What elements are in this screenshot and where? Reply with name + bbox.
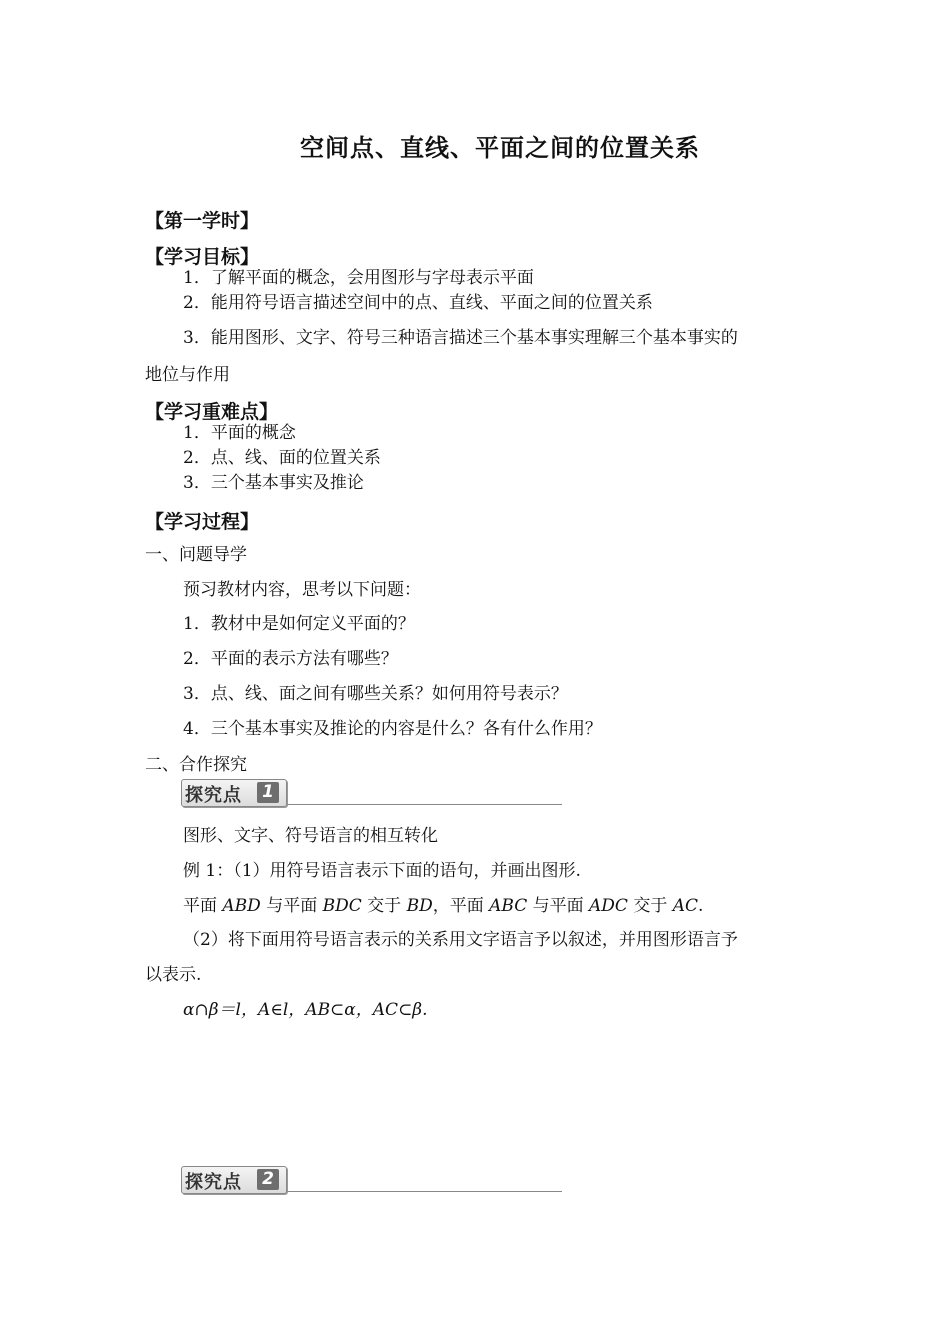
key-point-item: 3．三个基本事实及推论 xyxy=(183,473,364,493)
part1-intro: 预习教材内容，思考以下问题： xyxy=(183,580,421,600)
objective-item: 3．能用图形、文字、符号三种语言描述三个基本事实理解三个基本事实的 xyxy=(183,328,738,348)
objective-item: 1．了解平面的概念，会用图形与字母表示平面 xyxy=(183,268,534,288)
question-item: 1．教材中是如何定义平面的？ xyxy=(183,614,415,634)
page-title: 空间点、直线、平面之间的位置关系 xyxy=(300,133,700,162)
question-item: 2．平面的表示方法有哪些？ xyxy=(183,649,398,669)
explore-point-label: 探究点 xyxy=(185,1172,242,1193)
explore-point-number: 1 xyxy=(257,782,279,803)
question-item: 4．三个基本事实及推论的内容是什么？各有什么作用？ xyxy=(183,719,602,739)
example-1-line1: 例 1：（1）用符号语言表示下面的语句，并画出图形. xyxy=(183,861,581,881)
key-points-heading: 【学习重难点】 xyxy=(145,401,279,423)
part1-title: 一、问题导学 xyxy=(145,545,247,565)
session-heading: 【第一学时】 xyxy=(145,210,260,232)
explore-point-2-badge xyxy=(181,1166,287,1194)
question-item: 3．点、线、面之间有哪些关系？如何用符号表示？ xyxy=(183,684,568,704)
process-heading: 【学习过程】 xyxy=(145,511,260,533)
explore-point-2-rule xyxy=(287,1191,562,1192)
explore-point-label: 探究点 xyxy=(185,785,242,806)
part2-title: 二、合作探究 xyxy=(145,755,247,775)
explore-point-1-badge xyxy=(181,779,287,807)
example-1-sentence: 平面 ABD 与平面 BDC 交于 BD，平面 ABC 与平面 ADC 交于 AC. xyxy=(183,896,704,916)
objective-item: 2．能用符号语言描述空间中的点、直线、平面之间的位置关系 xyxy=(183,293,653,313)
objectives-heading: 【学习目标】 xyxy=(145,246,260,268)
example-1-line3: （2）将下面用符号语言表示的关系用文字语言予以叙述，并用图形语言予 xyxy=(183,930,738,950)
explore-topic: 图形、文字、符号语言的相互转化 xyxy=(183,826,438,846)
explore-point-number: 2 xyxy=(257,1169,279,1190)
example-1-formula: α∩β＝l，A∈l，AB⊂α，AC⊂β. xyxy=(183,1000,428,1020)
explore-point-1-rule xyxy=(287,804,562,805)
key-point-item: 2．点、线、面的位置关系 xyxy=(183,448,381,468)
objective-item-continuation: 地位与作用 xyxy=(145,365,230,385)
key-point-item: 1．平面的概念 xyxy=(183,423,296,443)
example-1-line4: 以表示. xyxy=(145,965,202,985)
